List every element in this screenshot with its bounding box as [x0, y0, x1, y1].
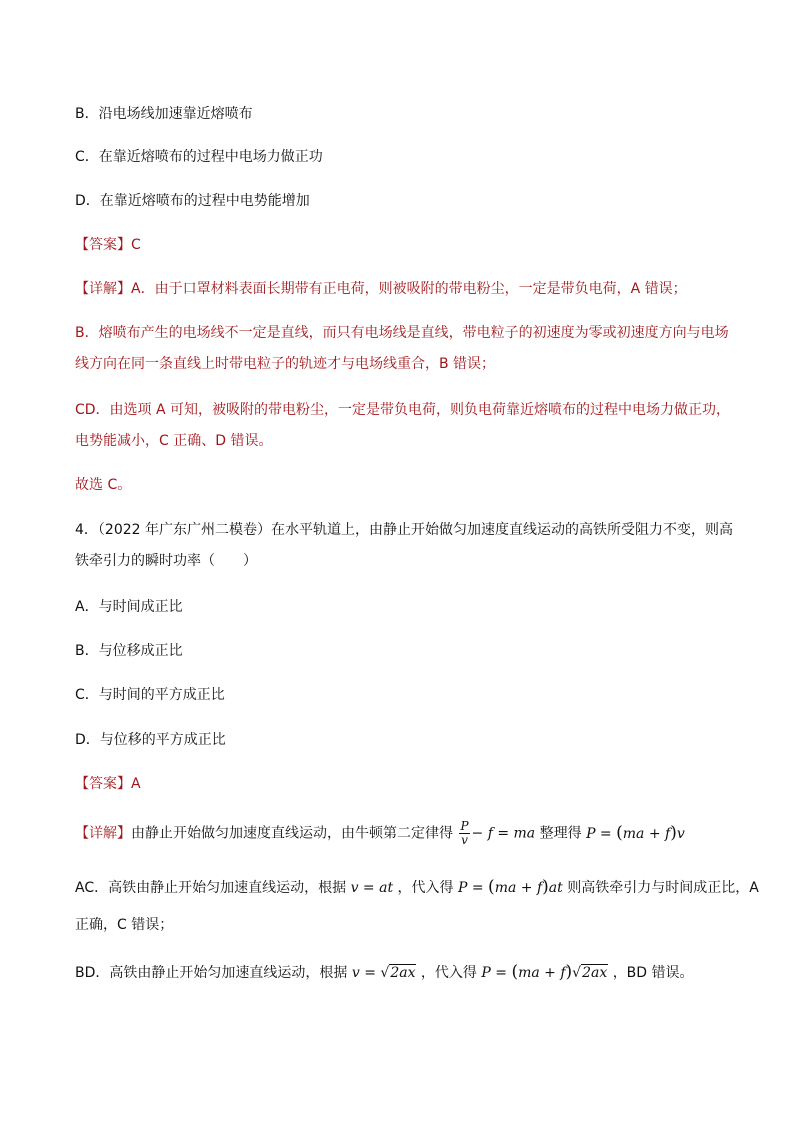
- question-4-line-1: 4．（2022 年广东广州二模卷）在水平轨道上，由静止开始做匀加速度直线运动的高铁所受阻力不变，则高: [75, 522, 733, 538]
- option-d-prev: D．在靠近熔喷布的过程中电势能增加: [75, 193, 310, 209]
- equation-v-at: v = at: [350, 880, 394, 896]
- detail-4-line-1: 【详解】由静止开始做匀加速度直线运动，由牛顿第二定律得 $\frac{P}{v}$ − f = ma 整理得 P = (ma + f)v: [75, 819, 685, 847]
- detail-3-line-3a: CD．由选项 A 可知，被吸附的带电粉尘，一定是带负电荷，则负电荷靠近熔喷布的过程中电场力做正功，: [75, 402, 731, 418]
- answer-label: 【答案】: [75, 237, 131, 253]
- detail-3-line-2b: 线方向在同一条直线上时带电粒子的轨迹才与电场线重合，B 错误；: [75, 356, 496, 372]
- option-d: D．与位移的平方成正比: [75, 732, 226, 748]
- equation-power-displacement: P = (ma + f)√2ax: [481, 962, 608, 982]
- answer-value: C: [131, 237, 141, 253]
- detail-3-conclusion: 故选 C。: [75, 477, 132, 493]
- detail-3-line-1: 【详解】A．由于口罩材料表面长期带有正电荷，则被吸附的带电粉尘，一定是带负电荷，A 错误；: [75, 281, 687, 297]
- question-4-line-2: 铁牵引力的瞬时功率（ ）: [75, 553, 257, 569]
- option-b: B．与位移成正比: [75, 643, 183, 659]
- equation-power: P = (ma + f)v: [586, 822, 685, 843]
- detail-label: 【详解】: [75, 825, 131, 842]
- option-a: A．与时间成正比: [75, 599, 183, 615]
- option-c-prev: C．在靠近熔喷布的过程中电场力做正功: [75, 149, 323, 165]
- answer-value: A: [131, 776, 141, 792]
- answer-label: 【答案】: [75, 776, 131, 792]
- detail-3-line-2a: B．熔喷布产生的电场线不一定是直线，而只有电场线是直线，带电粒子的初速度为零或初速度方向与电场: [75, 325, 729, 341]
- detail-4-line-3: BD．高铁由静止开始匀加速直线运动，根据 v = √2ax ，代入得 P = (ma + f)√2ax ，BD 错误。: [75, 962, 694, 982]
- equation-power-time: P = (ma + f)at: [457, 877, 563, 897]
- option-b-prev: B．沿电场线加速靠近熔喷布: [75, 106, 253, 122]
- fraction-p-over-v: $\frac{P}{v}$: [460, 819, 469, 847]
- answer-3: [75, 235, 141, 255]
- detail-4-line-2b: 正确，C 错误；: [75, 917, 174, 933]
- answer-4: [75, 774, 141, 794]
- equation-v-sqrt: v = √2ax: [351, 965, 416, 981]
- detail-4-line-2: AC．高铁由静止开始匀加速直线运动，根据 v = at ，代入得 P = (ma + f)at 则高铁牵引力与时间成正比，A: [75, 877, 759, 897]
- detail-3-line-3b: 电势能减小，C 正确、D 错误。: [75, 433, 273, 449]
- detail-label: 【详解】: [75, 281, 131, 297]
- option-c: C．与时间的平方成正比: [75, 687, 225, 703]
- equation-newton: − f = ma: [471, 825, 536, 842]
